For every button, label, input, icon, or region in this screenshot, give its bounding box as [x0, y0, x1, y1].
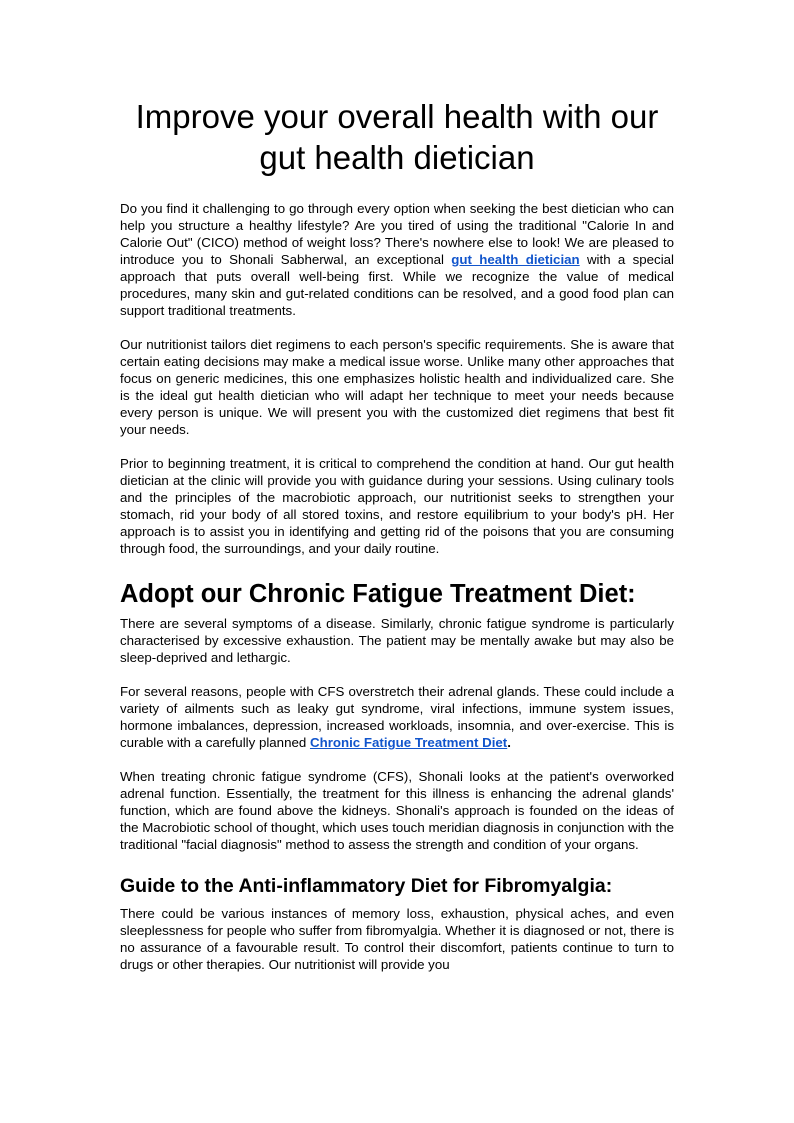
chronic-fatigue-paragraph-1: There are several symptoms of a disease. Similarly, chronic fatigue syndrome is particularly characterised by excessive exhaustion. The patient may be mentally awake but may also be sleep-deprived and lethargic.	[120, 616, 674, 665]
cf-p2-text-before: For several reasons, people with CFS overstretch their adrenal glands. These could include a variety of ailments such as leaky gut syndrome, viral infections, immune system issues, hormone imbalances, depression, increased workloads, insomnia, and over-exercise. This is curable with a carefully planned	[120, 684, 674, 750]
intro-p1-text-after: with a special approach that puts overall well-being first. While we recognize the value of medical procedures, many skin and gut-related conditions can be resolved, and a good food plan can support traditional treatments.	[120, 252, 674, 318]
fibromyalgia-heading: Guide to the Anti-inflammatory Diet for Fibromyalgia:	[120, 875, 613, 897]
chronic-fatigue-heading: Adopt our Chronic Fatigue Treatment Diet:	[120, 580, 636, 608]
intro-paragraph-3: Prior to beginning treatment, it is critical to comprehend the condition at hand. Our gut health dietician at the clinic will provide you with guidance during your sessions. Using culinary tools and the principles of the macrobiotic approach, our nutritionist seeks to strengthen your stomach, rid your body of all stored toxins, and restore equilibrium to your body's pH. Her approach is to assist you in identifying and getting rid of the poisons that you are consuming through food, the surroundings, and your daily routine.	[120, 456, 674, 556]
document-page	[120, 96, 674, 990]
chronic-fatigue-paragraph-2	[120, 683, 674, 751]
chronic-fatigue-paragraph-3: When treating chronic fatigue syndrome (CFS), Shonali looks at the patient's overworked adrenal function. Essentially, the treatment for this illness is enhancing the adrenal glands' function, which are found above the kidneys. Shonali's approach is founded on the ideas of the Macrobiotic school of thought, which uses touch meridian diagnosis in conjunction with the traditional "facial diagnosis" method to assess the strength and condition of your organs.	[120, 769, 674, 852]
fibromyalgia-paragraph-1: There could be various instances of memory loss, exhaustion, physical aches, and even sleeplessness for people who suffer from fibromyalgia. Whether it is diagnosed or not, there is no assurance of a favourable result. To control their discomfort, patients continue to turn to drugs or other therapies. Our nutritionist will provide you	[120, 906, 674, 972]
intro-paragraph-1	[120, 200, 674, 319]
intro-paragraph-2: Our nutritionist tailors diet regimens to each person's specific requirements. She is aware that certain eating decisions may make a medical issue worse. Unlike many other approaches that focus on generic medicines, this one emphasizes holistic health and individualized care. She is the ideal gut health dietician who will adapt her technique to meet your needs because every person is unique. We will present you with the customized diet regimens that best fit your needs.	[120, 337, 674, 437]
chronic-fatigue-treatment-diet-link[interactable]: Chronic Fatigue Treatment Diet	[309, 735, 508, 750]
cf-p2-text-after: .	[507, 735, 511, 750]
gut-health-dietician-link[interactable]: gut health dietician	[451, 252, 580, 267]
page-title: Improve your overall health with our gut health dietician	[135, 98, 659, 176]
intro-p1-text-before: Do you find it challenging to go through every option when seeking the best dietician who can help you structure a healthy lifestyle? Are you tired of using the traditional "Calorie In and Calorie Out" (CICO) method of weight loss? There's nowhere else to look! We are pleased to introduce you to Shonali Sabherwal, an exceptional	[120, 201, 674, 267]
